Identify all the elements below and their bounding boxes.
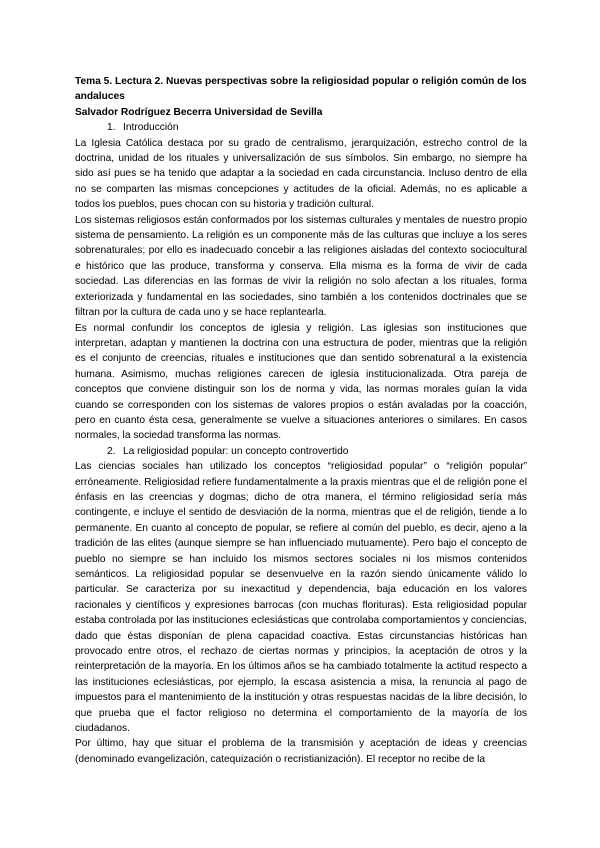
section-number: 2. bbox=[107, 445, 116, 457]
document-title: Tema 5. Lectura 2. Nuevas perspectivas sobre la religiosidad popular o religión común de los andaluces bbox=[75, 76, 527, 103]
document-body bbox=[75, 74, 527, 767]
paragraph: Es normal confundir los conceptos de iglesia y religión. Las iglesias son instituciones que interpretan, adaptan y mantienen la doctrina con una estructura de poder, mientras que la religión es el conjunto de creencias, rituales e instituciones que dan sentido sobrenatural a la existencia humana. Asimismo, muchas religiones carecen de iglesia institucionalizada. Otra pareja de conceptos que conviene distinguir son los de norma y vida, las normas morales guían la vida cuando se corresponden con los sistemas de valores propios o están avaladas por la coacción, pero en cuanto ésta cesa, generalmente se vuelve a situaciones anteriores o similares. En casos normales, la sociedad transforma las normas. bbox=[75, 322, 527, 442]
section-heading-introduccion bbox=[75, 120, 527, 135]
paragraph: Las ciencias sociales han utilizado los conceptos “religiosidad popular” o “religión popular” erróneamente. Religiosidad refiere fundamentalmente a la praxis mientras que el de religión pone el énfasis en las creencias y dogmas; dicho de otra manera, el término religiosidad sería más contingente, e incluye el sentido de desviación de la norma, mientras que el de religión, tiende a lo permanente. En cuanto al concepto de popular, se refiere al común del pueblo, es decir, ajeno a la tradición de las elites (aunque siempre se han influenciado mutuamente). Pero bajo el concepto de pueblo no siempre se han incluido los mismos sectores sociales ni los mismos contenidos semánticos. La religiosidad popular se desenvuelve en la razón siendo únicamente válido lo particular. Se caracteriza por su inexactitud y dependencia, baja educación en los valores racionales y científicos y expresiones barrocas (con muchas florituras). Esta religiosidad popular estaba controlada por las instituciones eclesiásticas que controlaba comportamientos y conciencias, dado que éstas disponían de plena capacidad coactiva. Estas circunstancias históricas han provocado entre otros, el rechazo de ciertas normas y principios, la aceptación de otros y la reinterpretación de la mayoría. En los últimos años se ha cambiado totalmente la actitud respecto a las instituciones eclesiásticas, por ejemplo, la escasa asistencia a misa, la renuncia al pago de impuestos para el mantenimiento de la institución y otras respuestas nacidas de la libre decisión, lo que prueba que el factor religioso no determina el comportamiento de la mayoría de los ciudadanos. bbox=[75, 461, 527, 735]
section-title: Introducción bbox=[123, 122, 179, 134]
paragraph: La Iglesia Católica destaca por su grado de centralismo, jerarquización, estrecho control de la doctrina, unidad de los rituales y universalización de sus símbolos. Sin embargo, no siempre ha sido así pues se ha tenido que adaptar a la sociedad en cada circunstancia. Incluso dentro de ella no se comparten las mismas concepciones y actitudes de la oficial. Además, no es aplicable a todos los pueblos, pues chocan con su historia y tradición cultural. bbox=[75, 137, 527, 211]
section-heading-religiosidad-popular bbox=[75, 444, 527, 459]
paragraph: Por último, hay que situar el problema de la transmisión y aceptación de ideas y creencias (denominado evangelización, catequización o recristianización). El receptor no recibe de la bbox=[75, 738, 527, 765]
section-title: La religiosidad popular: un concepto controvertido bbox=[123, 445, 349, 457]
section-number: 1. bbox=[107, 122, 116, 134]
paragraph: Los sistemas religiosos están conformados por los sistemas culturales y mentales de nuestro propio sistema de pensamiento. La religión es un componente más de las culturas que incluye a los seres sobrenaturales; por ello es inadecuado concebir a las religiones aisladas del contexto sociocultural e histórico que las produce, transforma y conserva. Ella misma es la forma de vivir de cada sociedad. Las diferencias en las formas de vivir la religión no solo afectan a los rituales, forma exteriorizada y fundamental en las sociedades, sino también a los contenidos doctrinales que se filtran por la cultura de cada uno y se hace replantearla. bbox=[75, 214, 527, 319]
document-author: Salvador Rodríguez Becerra Universidad de Sevilla bbox=[75, 106, 323, 118]
